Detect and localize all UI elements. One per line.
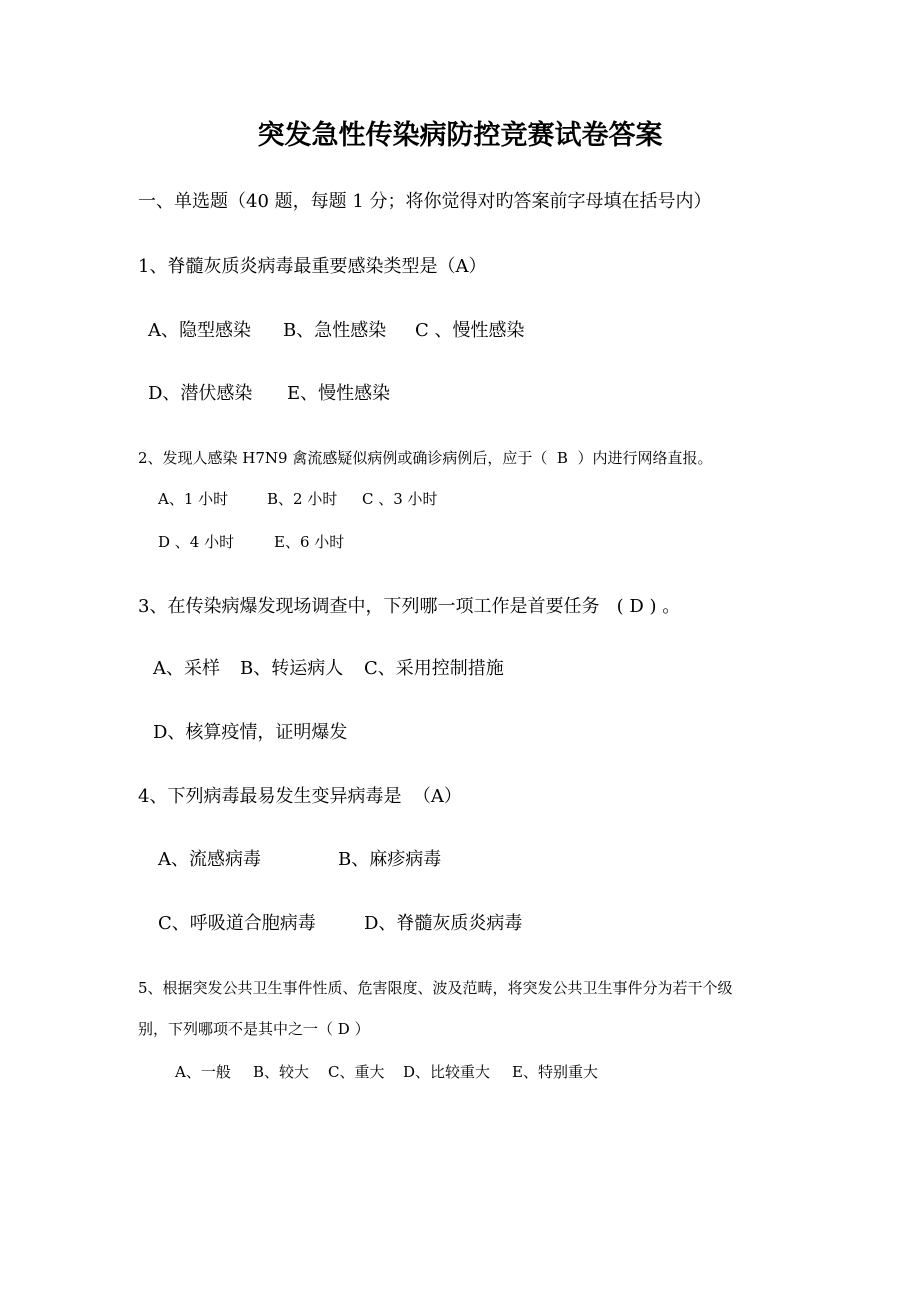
question-3-option-d: D、核算疫情，证明爆发 bbox=[153, 722, 348, 743]
question-1-option-a: A、隐型感染 bbox=[148, 320, 251, 341]
question-4-option-b: B、麻疹病毒 bbox=[338, 849, 442, 870]
question-2-option-e: E、6 小时 bbox=[274, 533, 345, 551]
question-4-stem: 4、下列病毒最易发生变异病毒是 （A） bbox=[138, 786, 462, 807]
section-heading: 一、单选题（40 题，每题 1 分；将你觉得对旳答案前字母填在括号内） bbox=[138, 191, 712, 212]
question-5-stem-line-2: 别，下列哪项不是其中之一（ D ） bbox=[138, 1020, 370, 1038]
question-4-option-d: D、脊髓灰质炎病毒 bbox=[364, 913, 523, 934]
question-4-option-a: A、流感病毒 bbox=[158, 849, 261, 870]
question-1-option-d: D、潜伏感染 bbox=[148, 383, 253, 404]
question-5-option-d: D、比较重大 bbox=[403, 1063, 491, 1081]
question-5-option-c: C、重大 bbox=[328, 1063, 385, 1081]
question-4-option-c: C、呼吸道合胞病毒 bbox=[158, 913, 316, 934]
question-2-stem: 2、发现人感染 H7N9 禽流感疑似病例或确诊病例后，应于（ B ）内进行网络直报。 bbox=[138, 449, 713, 467]
question-3-option-c: C、采用控制措施 bbox=[364, 658, 504, 679]
question-1-option-e: E、慢性感染 bbox=[287, 383, 391, 404]
question-3-option-b: B、转运病人 bbox=[240, 658, 344, 679]
question-1-option-b: B、急性感染 bbox=[283, 320, 387, 341]
question-1-option-c: C 、慢性感染 bbox=[415, 320, 525, 341]
question-3-stem: 3、在传染病爆发现场调查中，下列哪一项工作是首要任务 ( D ) 。 bbox=[138, 596, 681, 617]
question-2-option-a: A、1 小时 bbox=[158, 490, 229, 508]
question-2-option-b: B、2 小时 bbox=[267, 490, 338, 508]
question-5-option-a: A、一般 bbox=[175, 1063, 231, 1081]
document-title: 突发急性传染病防控竞赛试卷答案 bbox=[257, 120, 663, 151]
question-5-option-e: E、特别重大 bbox=[512, 1063, 598, 1081]
question-5-stem-line-1: 5、根据突发公共卫生事件性质、危害限度、波及范畴，将突发公共卫生事件分为若干个级 bbox=[138, 979, 733, 997]
question-2-option-c: C 、3 小时 bbox=[362, 490, 438, 508]
question-2-option-d: D 、4 小时 bbox=[158, 533, 235, 551]
question-1-stem: 1、脊髓灰质炎病毒最重要感染类型是（A） bbox=[138, 256, 487, 277]
question-5-option-b: B、较大 bbox=[253, 1063, 310, 1081]
question-3-option-a: A、采样 bbox=[153, 658, 220, 679]
